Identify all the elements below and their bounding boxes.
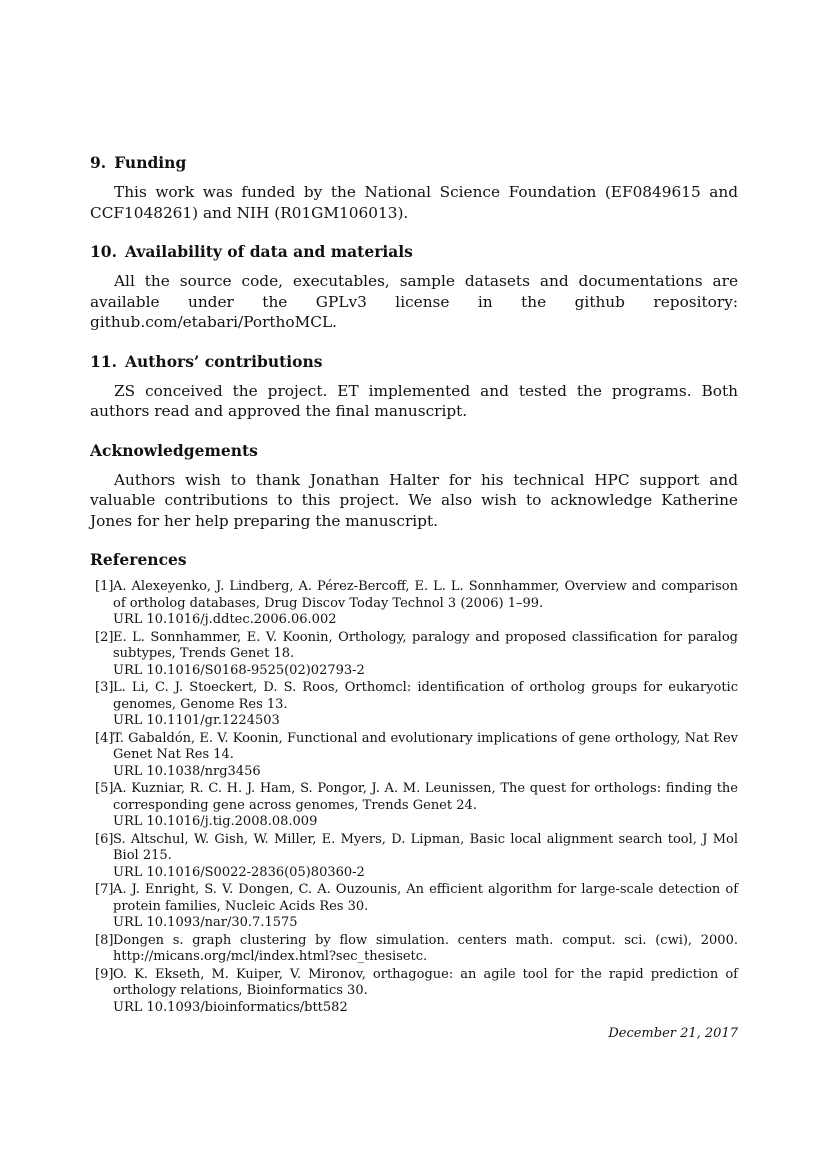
references-heading: References: [90, 550, 187, 569]
reference-label: [5]: [95, 781, 114, 796]
reference-url[interactable]: URL 10.1016/j.tig.2008.08.009: [113, 814, 318, 829]
reference-item: [90, 882, 738, 932]
section-title: Acknowledgements: [90, 440, 258, 460]
section-contributions: [90, 351, 738, 422]
reference-item: [90, 579, 738, 629]
section-number: 10.: [90, 242, 117, 261]
reference-text: T. Gabaldón, E. V. Koonin, Functional and evolutionary implications of gene orthology, Nat Rev Genet Nat Res 14.: [113, 730, 738, 762]
reference-url[interactable]: URL 10.1016/S0022-2836(05)80360-2: [113, 864, 365, 880]
reference-item: [90, 680, 738, 730]
reference-text: E. L. Sonnhammer, E. V. Koonin, Orthology, paralogy and proposed classification for paralog subtypes, Trends Genet 18.: [113, 629, 738, 661]
reference-url[interactable]: URL 10.1101/gr.1224503: [113, 713, 280, 728]
reference-list: [90, 579, 738, 1016]
section-availability: [90, 241, 738, 333]
reference-label: [9]: [95, 966, 114, 982]
reference-item: [90, 781, 738, 831]
reference-url[interactable]: URL 10.1016/S0168-9525(02)02793-2: [113, 662, 365, 678]
reference-item: [90, 731, 738, 781]
reference-item: [90, 967, 738, 1017]
section-number: 11.: [90, 351, 117, 371]
section-heading: [90, 241, 738, 263]
reference-label: [3]: [95, 680, 114, 695]
reference-label: [4]: [95, 730, 114, 746]
reference-label: [6]: [95, 831, 114, 847]
page-date: December 21, 2017: [608, 1026, 738, 1041]
section-heading: [90, 152, 738, 174]
section-paragraph: ZS conceived the project. ET implemented and tested the programs. Both authors read and approved the final manuscript.: [90, 381, 738, 420]
reference-text: L. Li, C. J. Stoeckert, D. S. Roos, Orthomcl: identification of ortholog groups for eukaryotic genomes, Genome Res 13.: [113, 680, 738, 712]
reference-url[interactable]: URL 10.1038/nrg3456: [113, 763, 261, 779]
reference-url[interactable]: URL 10.1093/nar/30.7.1575: [113, 915, 298, 930]
section-heading: [90, 440, 738, 462]
reference-label: [2]: [95, 629, 114, 645]
section-heading: [90, 351, 738, 373]
reference-text: O. K. Ekseth, M. Kuiper, V. Mironov, orthagogue: an agile tool for the rapid prediction of orthology relations, Bioinformatics 30.: [113, 966, 738, 998]
references-section: [90, 549, 738, 1016]
section-number: 9.: [90, 153, 107, 172]
section-title: Funding: [114, 153, 187, 172]
reference-text: A. Kuzniar, R. C. H. J. Ham, S. Pongor, J. A. M. Leunissen, The quest for orthologs: finding the corresponding gene across genomes, Trends Genet 24.: [113, 781, 738, 813]
reference-url[interactable]: URL 10.1016/j.ddtec.2006.06.002: [113, 612, 337, 627]
section-funding: [90, 152, 738, 223]
reference-label: [1]: [95, 579, 114, 594]
section-acknowledgements: [90, 440, 738, 532]
section-paragraph: Authors wish to thank Jonathan Halter for his technical HPC support and valuable contributions to this project. We also wish to acknowledge Katherine Jones for her help preparing the manuscript.: [90, 470, 738, 530]
reference-label: [7]: [95, 882, 114, 897]
reference-text: A. J. Enright, S. V. Dongen, C. A. Ouzounis, An efficient algorithm for large-scale detection of protein families, Nucleic Acids Res 30.: [113, 882, 738, 914]
reference-text: S. Altschul, W. Gish, W. Miller, E. Myers, D. Lipman, Basic local alignment search tool, J Mol Biol 215.: [113, 831, 738, 863]
section-paragraph: This work was funded by the National Science Foundation (EF0849615 and CCF1048261) and NIH (R01GM106013).: [90, 183, 738, 222]
reference-item: [90, 832, 738, 882]
reference-item: [90, 933, 738, 966]
section-title: Availability of data and materials: [124, 242, 413, 261]
reference-item: [90, 630, 738, 680]
reference-text: A. Alexeyenko, J. Lindberg, A. Pérez-Bercoff, E. L. L. Sonnhammer, Overview and comparison of ortholog databases, Drug Discov Today Technol 3 (2006) 1–99.: [113, 579, 738, 611]
section-paragraph: All the source code, executables, sample datasets and documentations are available under the GPLv3 license in the github repository: github.com/etabari/PorthoMCL.: [90, 272, 738, 331]
reference-label: [8]: [95, 932, 114, 948]
reference-url[interactable]: URL 10.1093/bioinformatics/btt582: [113, 999, 348, 1015]
reference-text: Dongen s. graph clustering by flow simulation. centers math. comput. sci. (cwi), 2000. http://micans.org/mcl/index.html?sec_thesisetc.: [113, 932, 738, 964]
page-body: [90, 152, 738, 1017]
section-title: Authors’ contributions: [124, 351, 323, 371]
